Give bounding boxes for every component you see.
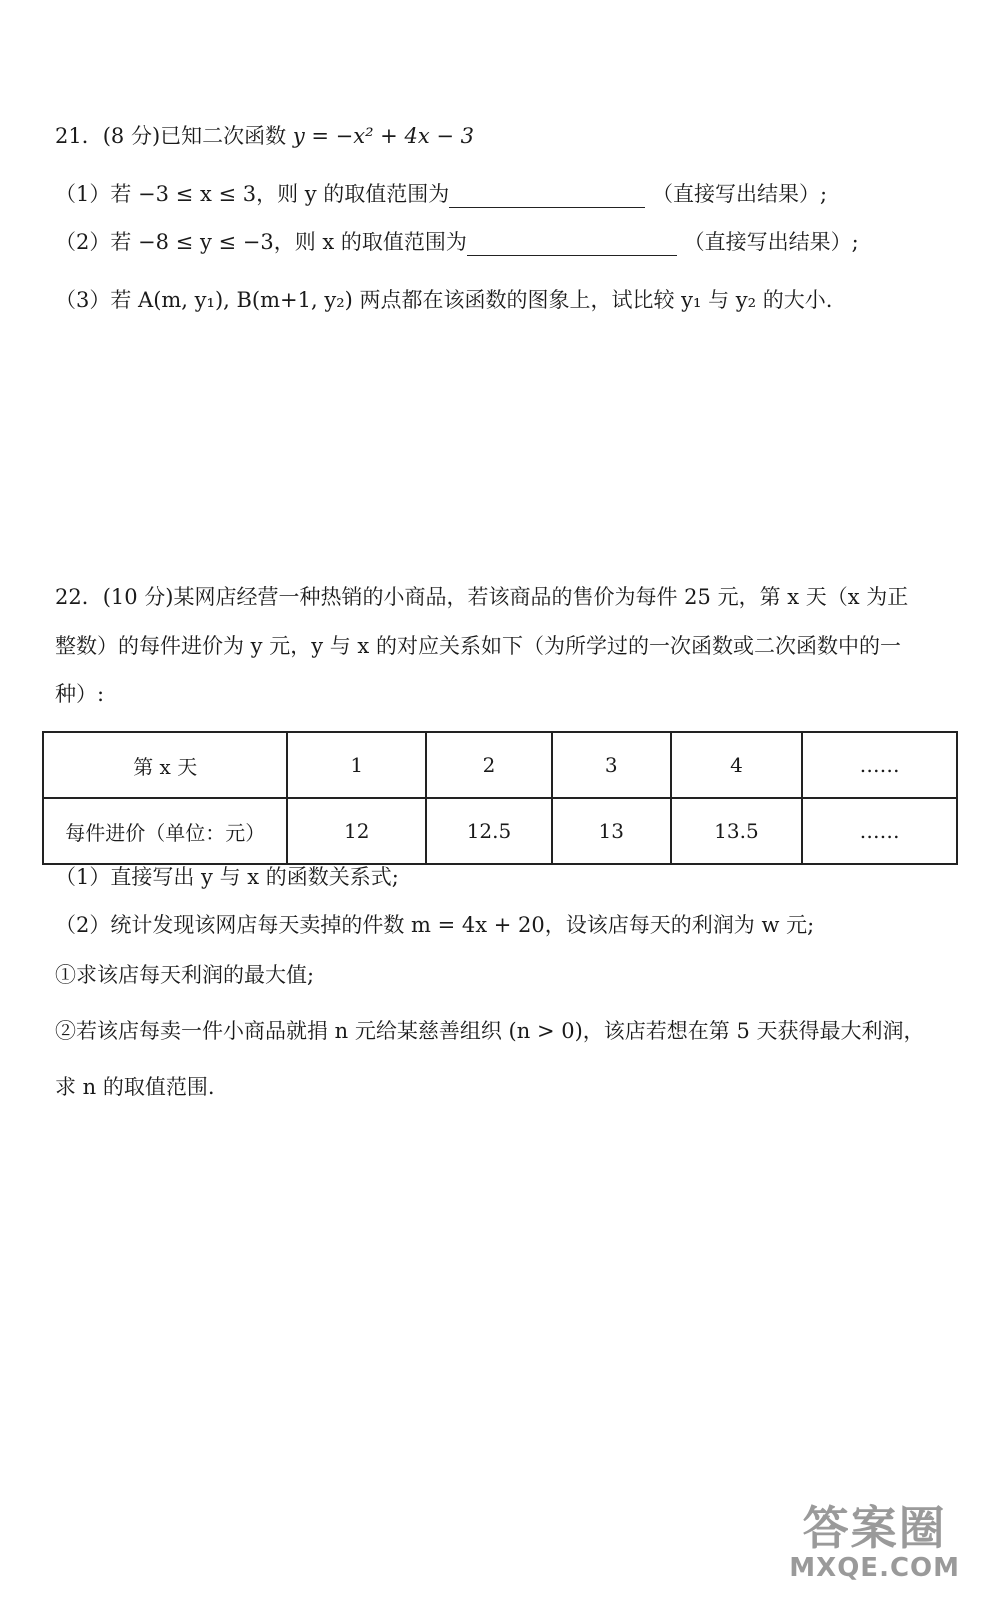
table-cell: 4 <box>671 732 803 798</box>
q21-formula: y = −x² + 4x − 3 <box>292 124 474 148</box>
watermark-title: 答案圈 <box>802 1501 947 1555</box>
price-table <box>42 731 958 865</box>
q21-part1-text: （1）若 −3 ≤ x ≤ 3，则 y 的取值范围为 <box>55 182 450 206</box>
table-cell: 每件进价（单位：元） <box>43 798 287 864</box>
table-cell: 3 <box>552 732 671 798</box>
q21-part1-blank[interactable] <box>449 185 645 208</box>
table-cell: …… <box>802 798 957 864</box>
q22-part1: （1）直接写出 y 与 x 的函数关系式; <box>55 865 399 889</box>
q21-part2 <box>55 226 859 256</box>
q22-part2: （2）统计发现该网店每天卖掉的件数 m = 4x + 20，设该店每天的利润为 w 元; <box>55 913 815 937</box>
table-cell: 第 x 天 <box>43 732 287 798</box>
q22-part2-sub2-cont: 求 n 的取值范围. <box>55 1075 215 1099</box>
table-cell: 2 <box>426 732 552 798</box>
table-row <box>43 798 957 864</box>
q22-line1: 22．(10 分)某网店经营一种热销的小商品，若该商品的售价为每件 25 元，第 x 天（x 为正 <box>55 585 909 609</box>
q21-heading <box>55 120 474 150</box>
watermark-domain: MXQE.COM <box>789 1553 960 1583</box>
q21-part2-note: （直接写出结果）; <box>683 230 859 254</box>
q21-part1-note: （直接写出结果）; <box>652 182 828 206</box>
table-cell: 13 <box>552 798 671 864</box>
watermark-logo <box>789 1502 960 1582</box>
table-cell: 12 <box>287 798 426 864</box>
q21-head-text: 21．(8 分)已知二次函数 <box>55 124 287 148</box>
q22-line2: 整数）的每件进价为 y 元，y 与 x 的对应关系如下（为所学过的一次函数或二次函数中的一 <box>55 634 901 658</box>
q21-part3: （3）若 A(m, y₁), B(m+1, y₂) 两点都在该函数的图象上，试比较 y₁ 与 y₂ 的大小. <box>55 288 833 312</box>
q22-line3: 种）: <box>55 682 105 706</box>
q22-part2-sub2: ②若该店每卖一件小商品就捐 n 元给某慈善组织 (n > 0)，该店若想在第 5 天获得最大利润， <box>55 1019 925 1043</box>
table-row <box>43 732 957 798</box>
table-cell: 1 <box>287 732 426 798</box>
q21-part2-text: （2）若 −8 ≤ y ≤ −3，则 x 的取值范围为 <box>55 230 467 254</box>
table-cell: …… <box>802 732 957 798</box>
q22-part2-sub1: ①求该店每天利润的最大值; <box>55 963 315 987</box>
table-cell: 13.5 <box>671 798 803 864</box>
table-cell: 12.5 <box>426 798 552 864</box>
q21-part2-blank[interactable] <box>467 233 677 256</box>
q21-part1 <box>55 178 827 208</box>
